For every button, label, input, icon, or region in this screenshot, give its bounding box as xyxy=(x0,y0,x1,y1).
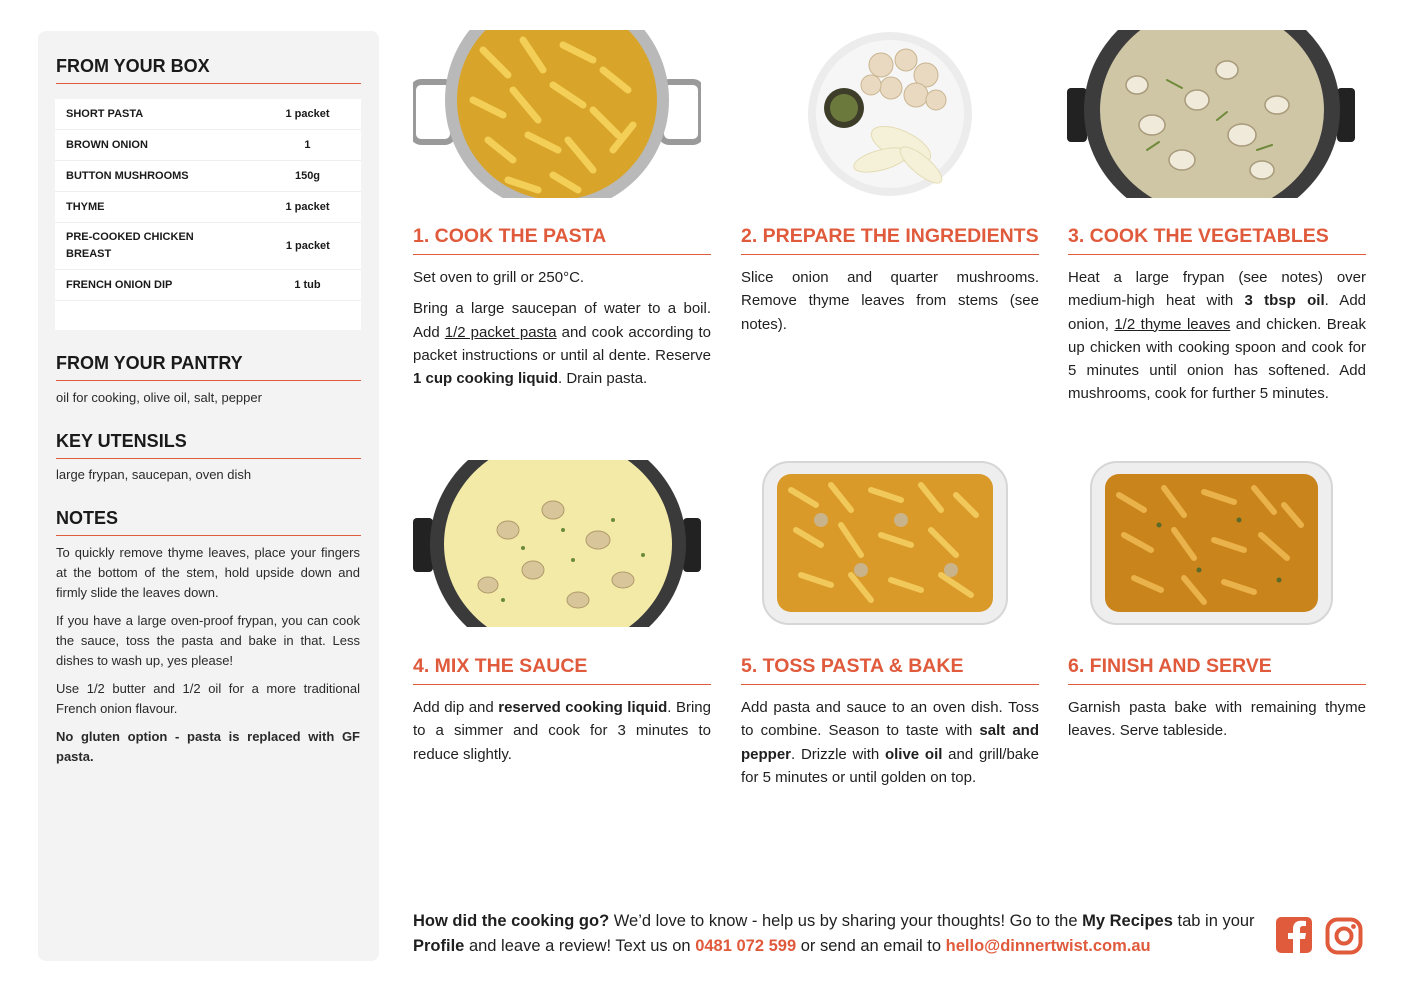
pantry-heading: FROM YOUR PANTRY xyxy=(56,353,361,381)
email-link[interactable]: hello@dinnertwist.com.au xyxy=(945,937,1151,955)
profile-label: Profile xyxy=(413,937,465,955)
text-run: . Drizzle with xyxy=(791,745,885,763)
note-item: To quickly remove thyme leaves, place your fingers at the bottom of the stem, hold upside down and firmly slide the leaves down. xyxy=(56,545,360,600)
note-item: If you have a large oven-proof frypan, you can cook the sauce, toss the pasta and bake in that. Less dishes to wash up, yes please! xyxy=(56,613,360,668)
ingredient-qty: 1 packet xyxy=(285,201,330,213)
step-4-photo xyxy=(413,460,701,627)
step-6-photo xyxy=(1089,460,1334,627)
step-3-text xyxy=(1068,266,1366,406)
step-4-title: 4. MIX THE SAUCE xyxy=(413,655,711,685)
step-5-text xyxy=(741,696,1039,789)
table-row xyxy=(55,192,361,223)
step-6-title: 6. FINISH AND SERVE xyxy=(1068,655,1366,685)
notes-heading: NOTES xyxy=(56,508,361,536)
table-row xyxy=(55,270,361,301)
bold-ingredient: 3 tbsp oil xyxy=(1244,292,1325,310)
phone-link[interactable]: 0481 072 599 xyxy=(695,937,797,955)
ingredient-name: PRE-COOKED CHICKEN BREAST xyxy=(66,231,194,260)
step-5-body xyxy=(741,696,1039,797)
text-run: and cook according to packet instructions or until al dente. Reserve xyxy=(413,323,711,364)
notes-list xyxy=(56,543,360,775)
step-6-body xyxy=(1068,696,1366,751)
text-run: . Bring to a simmer and cook for 3 minutes to reduce slightly. xyxy=(413,699,711,763)
step-4-body xyxy=(413,696,711,774)
ingredient-qty: 1 xyxy=(304,139,311,151)
utensils-heading: KEY UTENSILS xyxy=(56,431,361,459)
text-run: . Add onion, xyxy=(1068,292,1366,333)
step-3-title: 3. COOK THE VEGETABLES xyxy=(1068,225,1366,255)
step-1-body xyxy=(413,266,711,398)
pantry-text: oil for cooking, olive oil, salt, pepper xyxy=(56,390,262,405)
ingredient-qty: 1 packet xyxy=(285,240,330,252)
bold-ingredient: salt and pepper xyxy=(741,722,1039,763)
text-run: . Drain pasta. xyxy=(558,370,648,388)
note-item: Use 1/2 butter and 1/2 oil for a more traditional French onion flavour. xyxy=(56,681,360,716)
ingredient-name: THYME xyxy=(66,200,105,213)
text-run: Heat a large frypan (see notes) over medium-high heat with xyxy=(1068,269,1366,310)
bold-ingredient: reserved cooking liquid xyxy=(498,699,668,716)
instagram-icon[interactable] xyxy=(1325,917,1363,960)
text-run: and grill/bake for 5 minutes or until golden on top. xyxy=(741,745,1039,786)
step-1-photo xyxy=(413,30,701,198)
step-6-text: Garnish pasta bake with remaining thyme leaves. Serve tableside. xyxy=(1068,699,1366,740)
ingredient-qty: 150g xyxy=(294,170,321,182)
step-1-title: 1. COOK THE PASTA xyxy=(413,225,711,255)
bold-ingredient: 1 cup cooking liquid xyxy=(413,370,559,388)
note-item-gluten: No gluten option - pasta is replaced with GF pasta. xyxy=(56,729,360,764)
text-run: Bring a large saucepan of water to a boil. Add xyxy=(413,300,711,341)
ingredient-name: FRENCH ONION DIP xyxy=(66,278,173,291)
step-4-text xyxy=(413,696,711,766)
step-5-title: 5. TOSS PASTA & BAKE xyxy=(741,655,1039,685)
table-row xyxy=(55,223,361,270)
step-2-text: Slice onion and quarter mushrooms. Remove thyme leaves from stems (see notes). xyxy=(741,269,1039,333)
step-2-body xyxy=(741,266,1039,344)
step-1-text xyxy=(413,297,711,390)
bold-ingredient: olive oil xyxy=(884,745,943,763)
feedback-question: How did the cooking go? xyxy=(413,912,610,930)
ingredient-table xyxy=(55,99,361,330)
step-3-body xyxy=(1068,266,1366,414)
step-2-title: 2. PREPARE THE INGREDIENTS xyxy=(741,225,1039,255)
text-run: Add pasta and sauce to an oven dish. Toss to combine. Season to taste with xyxy=(741,699,1039,740)
step-5-photo xyxy=(761,460,1009,627)
table-row xyxy=(55,130,361,161)
ingredient-qty: 1 tub xyxy=(294,279,321,291)
utensils-text: large frypan, saucepan, oven dish xyxy=(56,467,252,482)
underlined-quantity: 1/2 packet pasta xyxy=(444,323,557,341)
ingredient-qty: 1 packet xyxy=(285,108,330,120)
text-run: or send an email to xyxy=(796,937,946,955)
table-row xyxy=(55,161,361,192)
from-box-heading: FROM YOUR BOX xyxy=(56,56,361,84)
sidebar xyxy=(38,31,379,961)
ingredient-name: BUTTON MUSHROOMS xyxy=(66,169,189,182)
step-2-photo xyxy=(741,30,1039,198)
facebook-icon[interactable] xyxy=(1276,917,1312,958)
step-3-photo xyxy=(1067,30,1355,198)
underlined-quantity: 1/2 thyme leaves xyxy=(1114,315,1231,333)
ingredient-name: BROWN ONION xyxy=(66,138,148,151)
text-run: and leave a review! Text us on xyxy=(464,937,696,955)
text-run: Add dip and xyxy=(413,699,499,716)
table-row xyxy=(55,99,361,130)
text-run: and chicken. Break up chicken with cooking spoon and cook for 5 minutes until onion has softened. Add mushrooms, cook for further 5 minutes. xyxy=(1068,315,1366,403)
step-1-text: Set oven to grill or 250°C. xyxy=(413,269,585,286)
ingredient-name: SHORT PASTA xyxy=(66,107,144,120)
my-recipes-label: My Recipes xyxy=(1082,912,1173,930)
text-run: We’d love to know - help us by sharing your thoughts! Go to the xyxy=(609,912,1083,930)
feedback-footer xyxy=(413,909,1263,959)
text-run: tab in your xyxy=(1172,912,1255,930)
